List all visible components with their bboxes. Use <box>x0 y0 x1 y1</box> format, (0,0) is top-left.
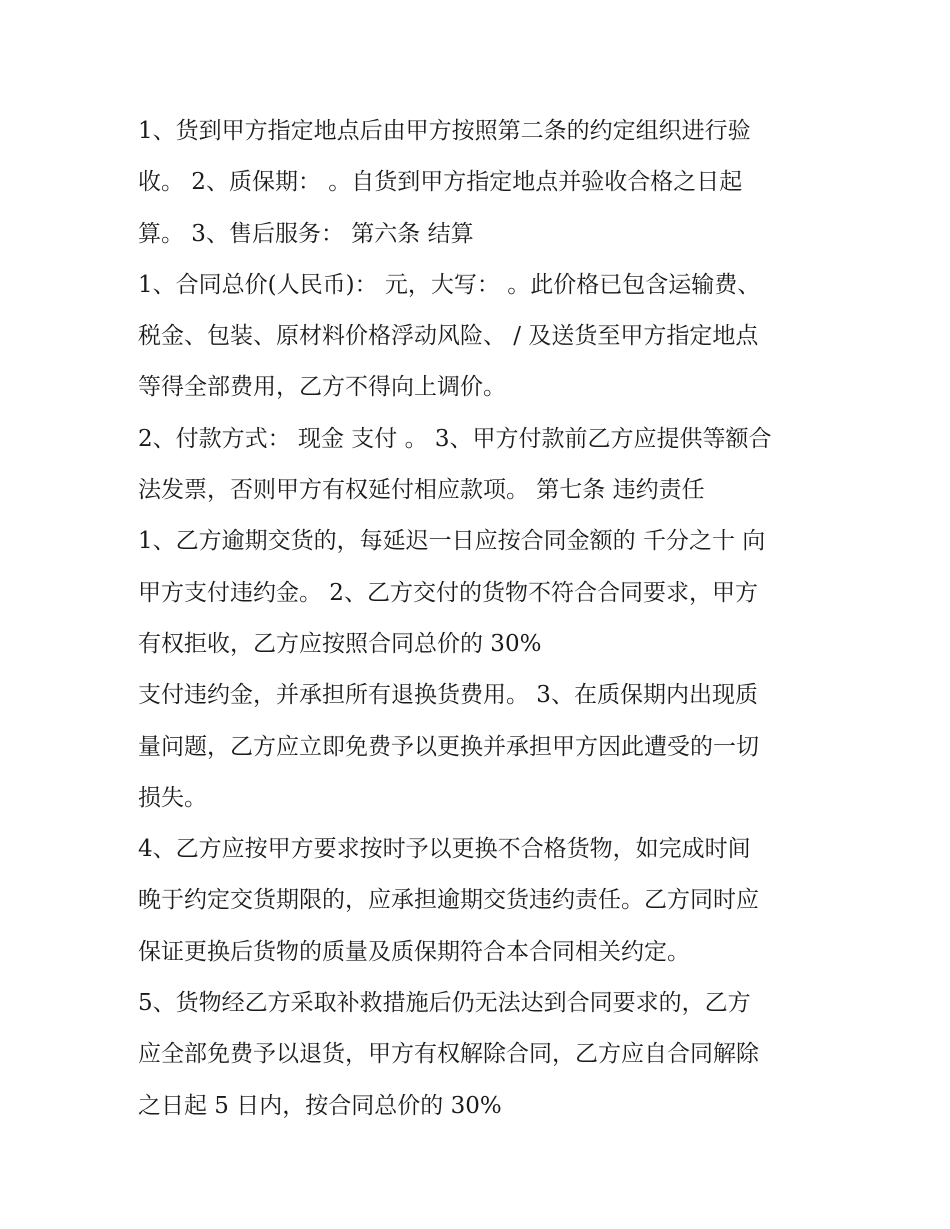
text-line-2: 收。 2、质保期： 。自货到甲方指定地点并验收合格之日起 <box>138 169 743 196</box>
text-line-15: 4、乙方应按甲方要求按时予以更换不合格货物，如完成时间 <box>138 836 751 863</box>
text-line-10: 甲方支付违约金。 2、乙方交付的货物不符合合同要求，甲方 <box>138 579 758 606</box>
text-line-6: 等得全部费用，乙方不得向上调价。 <box>138 374 506 401</box>
text-line-14: 损失。 <box>138 784 207 811</box>
text-line-8: 法发票，否则甲方有权延付相应款项。 第七条 违约责任 <box>138 477 705 504</box>
text-line-18: 5、货物经乙方采取补救措施后仍无法达到合同要求的，乙方 <box>138 990 751 1017</box>
text-line-13: 量问题，乙方应立即免费予以更换并承担甲方因此遭受的一切 <box>138 733 759 760</box>
text-line-4: 1、合同总价(人民币)： 元，大写： 。此价格已包含运输费、 <box>138 271 761 298</box>
text-line-19: 应全部免费予以退货，甲方有权解除合同，乙方应自合同解除 <box>138 1041 759 1068</box>
text-line-20: 之日起 5 日内，按合同总价的 30% <box>138 1092 502 1119</box>
document-page <box>138 106 818 1132</box>
text-line-11: 有权拒收，乙方应按照合同总价的 30% <box>138 630 542 657</box>
text-line-12: 支付违约金，并承担所有退换货费用。 3、在质保期内出现质 <box>138 682 758 709</box>
text-line-7: 2、付款方式： 现金 支付 。 3、甲方付款前乙方应提供等额合 <box>138 425 772 452</box>
text-line-5: 税金、包装、原材料价格浮动风险、 / 及送货至甲方指定地点 <box>138 323 759 350</box>
text-line-9: 1、乙方逾期交货的，每延迟一日应按合同金额的 千分之十 向 <box>138 528 766 555</box>
text-line-16: 晚于约定交货期限的，应承担逾期交货违约责任。乙方同时应 <box>138 887 759 914</box>
text-line-17: 保证更换后货物的质量及质保期符合本合同相关约定。 <box>138 938 690 965</box>
text-line-1: 1、货到甲方指定地点后由甲方按照第二条的约定组织进行验 <box>138 118 751 144</box>
text-line-3: 算。 3、售后服务： 第六条 结算 <box>138 220 474 247</box>
